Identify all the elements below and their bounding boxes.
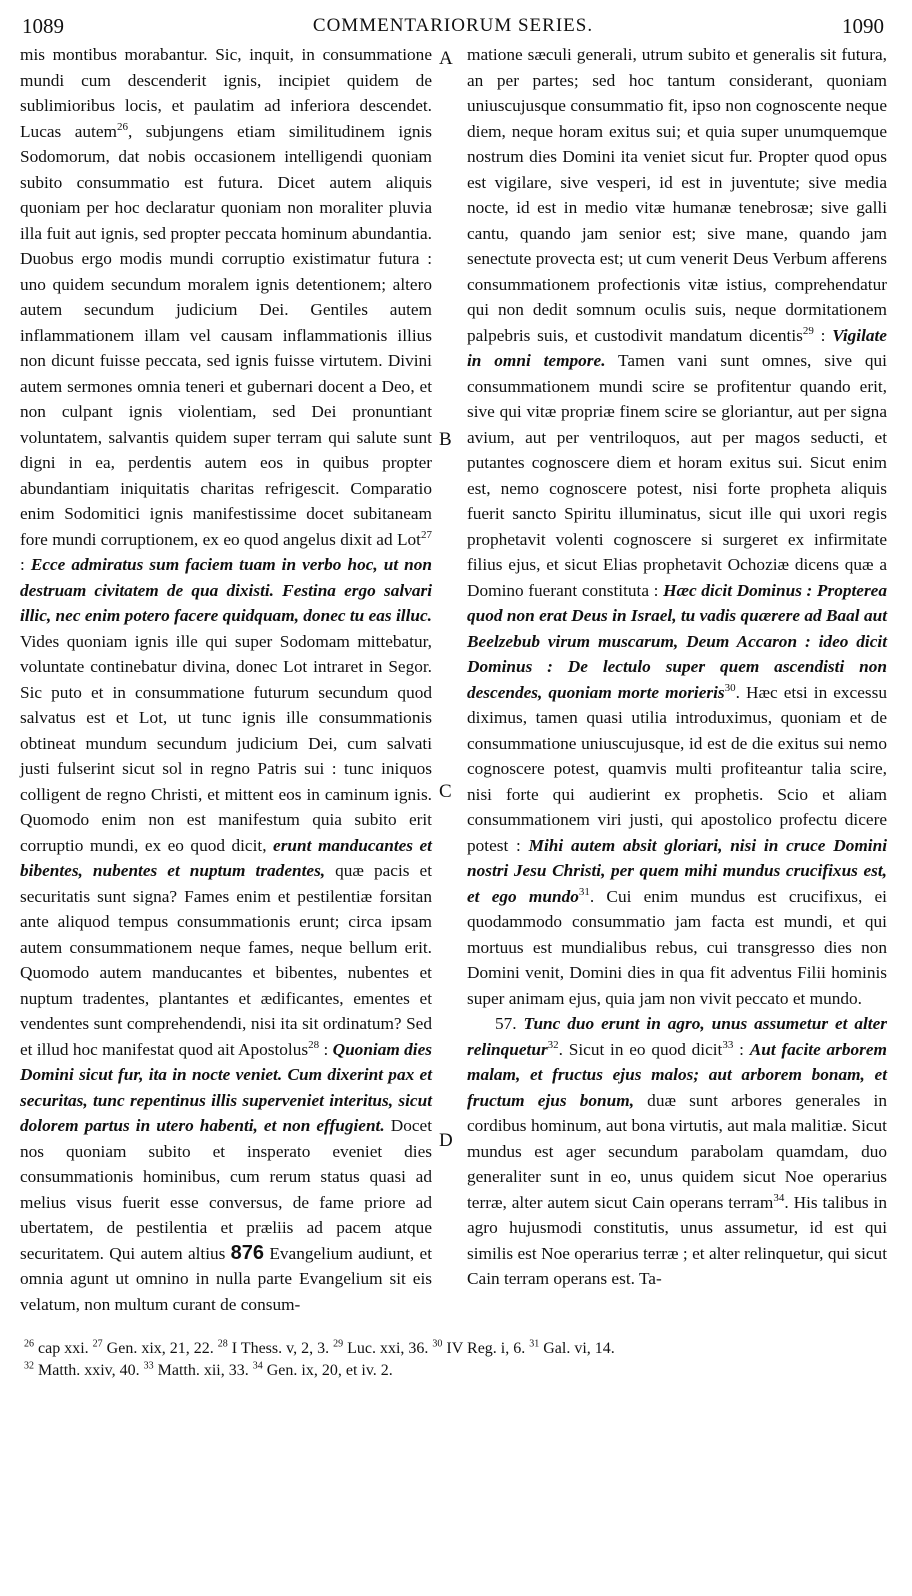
right-paragraph [467, 42, 887, 1011]
scripture-quote: Aut facite arborem malam, et fructus ejus malos; aut arborem bonam, et fructum ejus bonum, [467, 1039, 887, 1110]
text-run: Docet nos quoniam subito et insperato eveniet dies consummationis hominibus, cum rerum status quasi ad melius visus fuerit esse conversus, de fame priore ad ubertatem, de pestilentia et præliis ad pacem atque securitatem. Qui autem altius [20, 1116, 433, 1263]
text-run: : [813, 325, 833, 345]
right-paragraph-57 [467, 1011, 887, 1292]
footnote-ref: 33 [722, 1038, 734, 1051]
page-header [22, 14, 884, 40]
footnote-number: 32 [24, 1360, 34, 1372]
footnote-number: 26 [24, 1338, 34, 1350]
left-paragraph [20, 42, 432, 1317]
scripture-quote: Ecce admiratus sum faciem tuam in verbo hoc, ut non destruam civitatem de qua dixisti. Festina ergo salvari illic, nec enim potero facere quidquam, donec tu eas illuc. [20, 555, 432, 625]
text-run: . Sicut in eo quod dicit [558, 1039, 723, 1059]
footnote-ref: 27 [421, 528, 432, 541]
footnote-text: Matth. xxiv, 40. [34, 1362, 144, 1379]
footnote-text: Luc. xxi, 36. [343, 1340, 433, 1357]
scripture-quote: Vigilate in omni tempore. [467, 325, 887, 370]
footnote-number: 34 [252, 1360, 263, 1372]
scripture-quote: erunt manducantes et bibentes, nubentes et nuptum tradentes, [20, 835, 432, 880]
footnote-text: Gen. xix, 21, 22. [102, 1340, 218, 1357]
section-number: 57. [495, 1014, 524, 1033]
footnote-text: cap xxi. [34, 1340, 93, 1357]
footnote-number: 29 [333, 1338, 344, 1350]
text-run: : [733, 1039, 750, 1059]
running-title: COMMENTARIORUM SERIES. [312, 15, 594, 36]
text-run: Vides quoniam ignis ille qui super Sodomam mittebatur, voluntate continebatur divina, donec Lot intraret in Segor. Sic puto et in consummatione futurum secundum quod salvatus est et Lot, ut tunc ignis ille consummationis obtineat mundum secundum judicium Dei, cum salvati justi fulserint sicut sol in regno Patris sui : tunc iniquos colligent de regno Christi, et mittent eos in caminum ignis. Quomodo enim non est manifestum quia subito erit corruptio mundi, ex eo quod dicit, [20, 631, 432, 855]
footnote-text: Matth. xii, 33. [153, 1362, 253, 1379]
scripture-quote: Hæc dicit Dominus : Propterea quod non erat Deus in Israel, tu vadis quærere ad Baal aut Beelzebub virum muscarum, Deum Accaron : ideo dicit Dominus : De lectulo super quem ascendisti non descendes, quoniam morte morieris [467, 580, 887, 702]
text-run: Evangelium audiunt, et omnia agunt ut omnino in nulla parte Evangelium sit eis velatum, non multum curant de consum- [20, 1243, 433, 1314]
footnote-ref: 28 [308, 1038, 320, 1051]
footnote-line-1 [24, 1338, 886, 1360]
scripture-quote: Tunc duo erunt in agro, unus assumetur et alter relinquetur [467, 1014, 888, 1059]
text-run: mis montibus morabantur. Sic, inquit, in consummatione mundi cum descenderit ignis, incipiet quidem de sublimioribus locis, et paulatim ad inferiora descendet. Lucas autem [20, 45, 432, 141]
left-column [20, 42, 432, 1317]
footnote-text: Gen. ix, 20, et iv. 2. [262, 1362, 393, 1379]
text-run: , subjungens etiam similitudinem ignis Sodomorum, dat nobis occasionem intelligendi quoniam subito consummatio est futura. Dicet autem aliquis quoniam per hoc declaratur quoniam non moraliter pluvia illa fuit aut ignis, sed propter peccata hominum abundantia. Duobus ergo modis mundi corruptio existimatur futura : uno quidem secundum moralem ignis detentionem; altero autem secundum judicium Dei. Gentiles autem inflammationem illam vel causam inflammationis illius non dicunt fuisse peccata, sed ignis fuisse virtutem. Divini autem sermones omnia teneri et gubernari docent a Deo, et non culpant ignis violentiam, sed Dei pronuntiant voluntatem, salvantis quidem super terram qui salute sunt digni in ea, perdentis autem eos in quibus propter abundantiam iniquitatis charitas refrigescit. Comparatio enim Sodomitici ignis manifestissime docet subitaneam fore mundi corruptionem, ex eo quod angelus dixit ad Lot [20, 121, 433, 549]
column-marker-c: C [439, 781, 452, 802]
text-run: . Hæc etsi in excessu diximus, tamen quasi utilia introduximus, quoniam et de consummatione uniuscujusque, id est de die exitus sui nemo cognoscere potest, quamvis multi profiteantur talia scire, nisi forte qui audierint ex prophetis. Scio et aliam consummationem viri justi, qui apostolico profectu dicere potest : [467, 682, 887, 855]
footnote-number: 33 [143, 1360, 154, 1372]
column-marker-d: D [439, 1130, 453, 1151]
footnote-ref: 26 [116, 120, 128, 133]
footnote-text: Gal. vi, 14. [539, 1340, 615, 1357]
page-number-left: 1089 [22, 14, 64, 38]
footnote-number: 30 [432, 1338, 443, 1350]
scripture-quote: Mihi autem absit gloriari, nisi in cruce Domini nostri Jesu Christi, per quem mihi mundus crucifixus est, et ego mundo [467, 835, 887, 906]
right-column [467, 42, 887, 1292]
text-run: : [20, 555, 31, 574]
footnote-number: 28 [217, 1338, 228, 1350]
original-page-mark: 876 [230, 1241, 265, 1264]
text-run: duæ sunt arbores generales in cordibus hominum, aut bona virtutis, aut mala malitiæ. Sicut mundus est ager secundum parabolam quamdam, duo generaliter sunt in eo, unus quidem sicut Noe operarius terræ, alter autem sicut Cain operans terram [467, 1090, 887, 1212]
text-run: matione sæculi generali, utrum subito et generalis sit futura, an per partes; sed hoc tantum considerant, quoniam uniuscujusque consummatio fit, ipso non cognoscente neque diem, neque horam exitus sui; et quia super unumquemque nostrum dies Domini ita veniet sicut fur. Propter quod opus est vigilare, sive vesperi, id est in juventute; sive media nocte, id est in medio vitæ humanæ tenebrosæ; sive galli cantu, quando jam senior est; sive mane, quando jam senectute provecta est; ut cum venerit Deus Verbum afferens consummationem profectionis vitæ istius, comprehendatur qui non dedit somnum oculis suis, neque dormitationem palpebris suis, et custodivit mandatum dicentis [467, 45, 887, 345]
footnote-ref: 30 [724, 681, 736, 694]
text-run: Tamen vani sunt omnes, sive qui consummationem mundi scire se profitentur quando erit, sive qui vitæ propriæ finem scire se gloriantur, aut per signa avium, aut per ventriloquos, aut per magos seducti, et putantes cognoscere diem et horam exitus sui. Sicut enim est, nemo cognoscere potest, nisi forte propheta aliquis fuerit sancto Spiritu illuminatus, sicut ille qui uxori regis prophetavit volenti cognoscere si surgeret ex infirmitate filius ejus, et sicut Elias prophetavit Ochoziæ dicens quæ a Domino fuerant constituta : [467, 351, 887, 600]
footnote-number: 27 [92, 1338, 103, 1350]
text-run: quæ pacis et securitatis sunt signa? Fames enim et pestilentiæ forsitan ante aliquod tempus consummationis erunt; circa ipsam autem consummationem neque fames, neque bellum erit. Quomodo autem manducantes et bibentes, nubentes et nuptum tradentes, plantantes et ædificantes, ementes et vendentes sunt comprehendendi, nisi ita sit ordinatum? Sed et illud hoc manifestat quod ait Apostolus [20, 861, 432, 1059]
footnote-ref: 29 [802, 324, 814, 337]
text-run: . Cui enim mundus est crucifixus, ei quodammodo consummatio jam facta est mundi, et qui mortuus est mundialibus rebus, cui transgresso dies non Domini venit, Domini dies in qua fit adventus Filii hominis super animam ejus, quia jam non vivit peccato et mundo. [467, 886, 887, 1008]
footnote-ref: 34 [773, 1191, 785, 1204]
column-marker-b: B [439, 429, 452, 450]
page-number-right: 1090 [842, 14, 884, 38]
footnote-ref: 31 [578, 885, 590, 898]
footnote-number: 31 [529, 1338, 540, 1350]
footnote-line-2 [24, 1360, 886, 1382]
footnote-text: I Thess. v, 2, 3. [227, 1340, 334, 1357]
footnote-text: IV Reg. i, 6. [442, 1340, 530, 1357]
text-run: : [319, 1039, 333, 1059]
footnotes [24, 1338, 886, 1382]
column-marker-a: A [439, 48, 453, 69]
text-run: . His talibus in agro hujusmodi constitutis, unus assumetur, id est qui similis est Noe operarius terræ ; et alter relinquetur, qui sicut Cain terram operans est. Ta- [467, 1192, 887, 1288]
footnote-ref: 32 [547, 1038, 559, 1051]
scripture-quote: Quoniam dies Domini sicut fur, ita in nocte veniet. Cum dixerint pax et securitas, tunc repentinus illis superveniet interitus, sicut dolorem partus in utero habenti, et non effugient. [20, 1039, 432, 1135]
